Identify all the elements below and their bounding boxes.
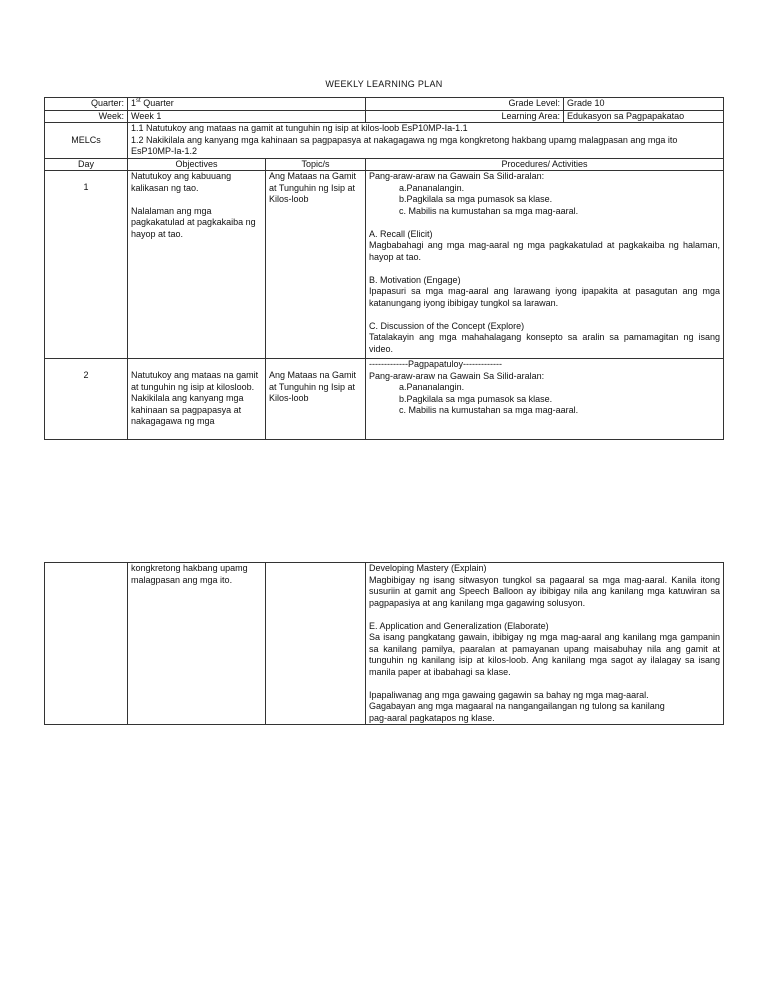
day1-objective-a: Natutukoy ang kabuuang kalikasan ng tao. [131,171,232,193]
motivation-heading: B. Motivation (Engage) [369,274,461,285]
day1-routine-a: a.Pananalangin. [399,182,465,193]
melcs-row [45,123,724,159]
topics-header: Topic/s [266,158,366,171]
day1-objectives [128,171,266,359]
day1-row [45,171,724,359]
continuation-table [44,562,724,725]
week-row [45,110,724,123]
guidance-line-1: Gagabayan ang mga magaaral na nangangailangan ng tulong sa kanilang [369,701,665,711]
melcs-content [128,123,724,159]
day2-routine-c: c. Mabilis na kumustahan sa mga mag-aaral. [399,405,579,415]
recall-text: Magbabahagi ang mga mag-aaral ng mga pagkakatulad at pagkakaiba ng halaman, hayop at tao. [369,240,721,262]
day2-routine-heading: Pang-araw-araw na Gawain Sa Silid-aralan: [369,370,545,381]
mastery-text: Magbibigay ng isang sitwasyon tungkol sa pagaaral sa mga mag-aaral. Kanila itong susuriin at gamit ang Speech Balloon ay ibibigay nila ang kanilang mga katuwiran sa pagpapasiya at ang kanilang mga gagawing solusyon. [369,574,720,608]
week-value: Week 1 [128,110,366,123]
column-header-row [45,158,724,171]
day1-objective-b: Nalalaman ang mga pagkakatulad at pagkakaiba ng hayop at tao. [131,205,256,239]
day1-procedures [366,171,724,359]
learning-area-value: Edukasyon sa Pagpapakatao [564,110,724,123]
guidance-line-2: pag-aaral pagkatapos ng klase. [369,712,495,723]
mastery-heading: Developing Mastery (Explain) [369,563,487,573]
day1-number: 1 [45,171,128,359]
day-header: Day [45,158,128,171]
grade-level-label: Grade Level: [366,98,564,111]
day2-row [45,359,724,440]
recall-heading: A. Recall (Elicit) [369,228,433,239]
quarter-word: Quarter [140,98,174,108]
objective-continuation: kongkretong hakbang upamg malagpasan ang mga ito. [128,563,266,725]
day2-number: 2 [45,359,128,440]
document-title: WEEKLY LEARNING PLAN [325,79,443,89]
homework-text: Ipapaliwanag ang mga gawaing gagawin sa bahay ng mga mag-aaral. [369,689,649,700]
procedures-header: Procedures/ Activities [366,158,724,171]
discussion-text: Tatalakayin ang mga mahahalagang konsepto sa aralin sa pamamagitan ng isang video. [369,332,721,354]
quarter-ordinal: st [136,98,141,104]
continuation-topic-cell [266,563,366,725]
motivation-text: Ipapasuri sa mga mag-aaral ang larawang iyong ipapakita at pasagutan ang mga katanungang iyong ibibigay tungkol sa larawan. [369,286,721,308]
day2-topic: Ang Mataas na Gamit at Tunguhin ng Isip at Kilos-loob [266,359,366,440]
learning-area-label: Learning Area: [366,110,564,123]
day1-topic: Ang Mataas na Gamit at Tunguhin ng Isip at Kilos-loob [266,171,366,359]
day1-routine-c: c. Mabilis na kumustahan sa mga mag-aaral. [399,205,579,216]
quarter-value [128,98,366,111]
discussion-heading: C. Discussion of the Concept (Explore) [369,320,525,331]
continuation-day-cell [45,563,128,725]
melcs-label: MELCs [45,123,128,159]
continuation-marker: -------------Pagpapatuloy------------- [369,359,502,369]
application-heading: E. Application and Generalization (Elaborate) [369,620,549,631]
day2-procedures [366,359,724,440]
application-text: Sa isang pangkatang gawain, ibibigay ng mga mag-aaral ang kanilang mga gampanin sa kanilang pamilya, paaralan at pamayanan upang maisabuhay nila ang gamit at tunguhin ng kanilang isip at kilos-loob. Ang kanilang mga sagot ay ilalagay sa isang manila paper at ibabahagi sa klase. [369,632,720,677]
melc-2: 1.2 Nakikilala ang kanyang mga kahinaan sa pagpapasya at nakagagawa ng mga kongkretong hakbang upamg malagpasan ang mga ito EsP10MP-Ia-1.2 [131,134,678,156]
grade-level-value: Grade 10 [564,98,724,111]
day1-routine-b: b.Pagkilala sa mga pumasok sa klase. [399,194,553,204]
weekly-plan-table [44,97,724,440]
quarter-label: Quarter: [45,98,128,111]
quarter-number: 1 [131,98,137,108]
day1-routine-heading: Pang-araw-araw na Gawain Sa Silid-aralan: [369,171,545,181]
continuation-procedures [366,563,724,725]
melc-1: 1.1 Natutukoy ang mataas na gamit at tunguhin ng isip at kilos-loob EsP10MP-Ia-1.1 [131,123,468,133]
day2-routine-a: a.Pananalangin. [399,382,465,392]
quarter-row [45,98,724,111]
day2-objective: Natutukoy ang mataas na gamit at tunguhin ng isip at kilosloob. Nakikilala ang kanyang mga kahinaan sa pagpapasya at nakagagawa ng mga [128,359,266,440]
day2-routine-b: b.Pagkilala sa mga pumasok sa klase. [399,393,553,404]
objectives-header: Objectives [128,158,266,171]
continuation-row [45,563,724,725]
week-label: Week: [45,110,128,123]
